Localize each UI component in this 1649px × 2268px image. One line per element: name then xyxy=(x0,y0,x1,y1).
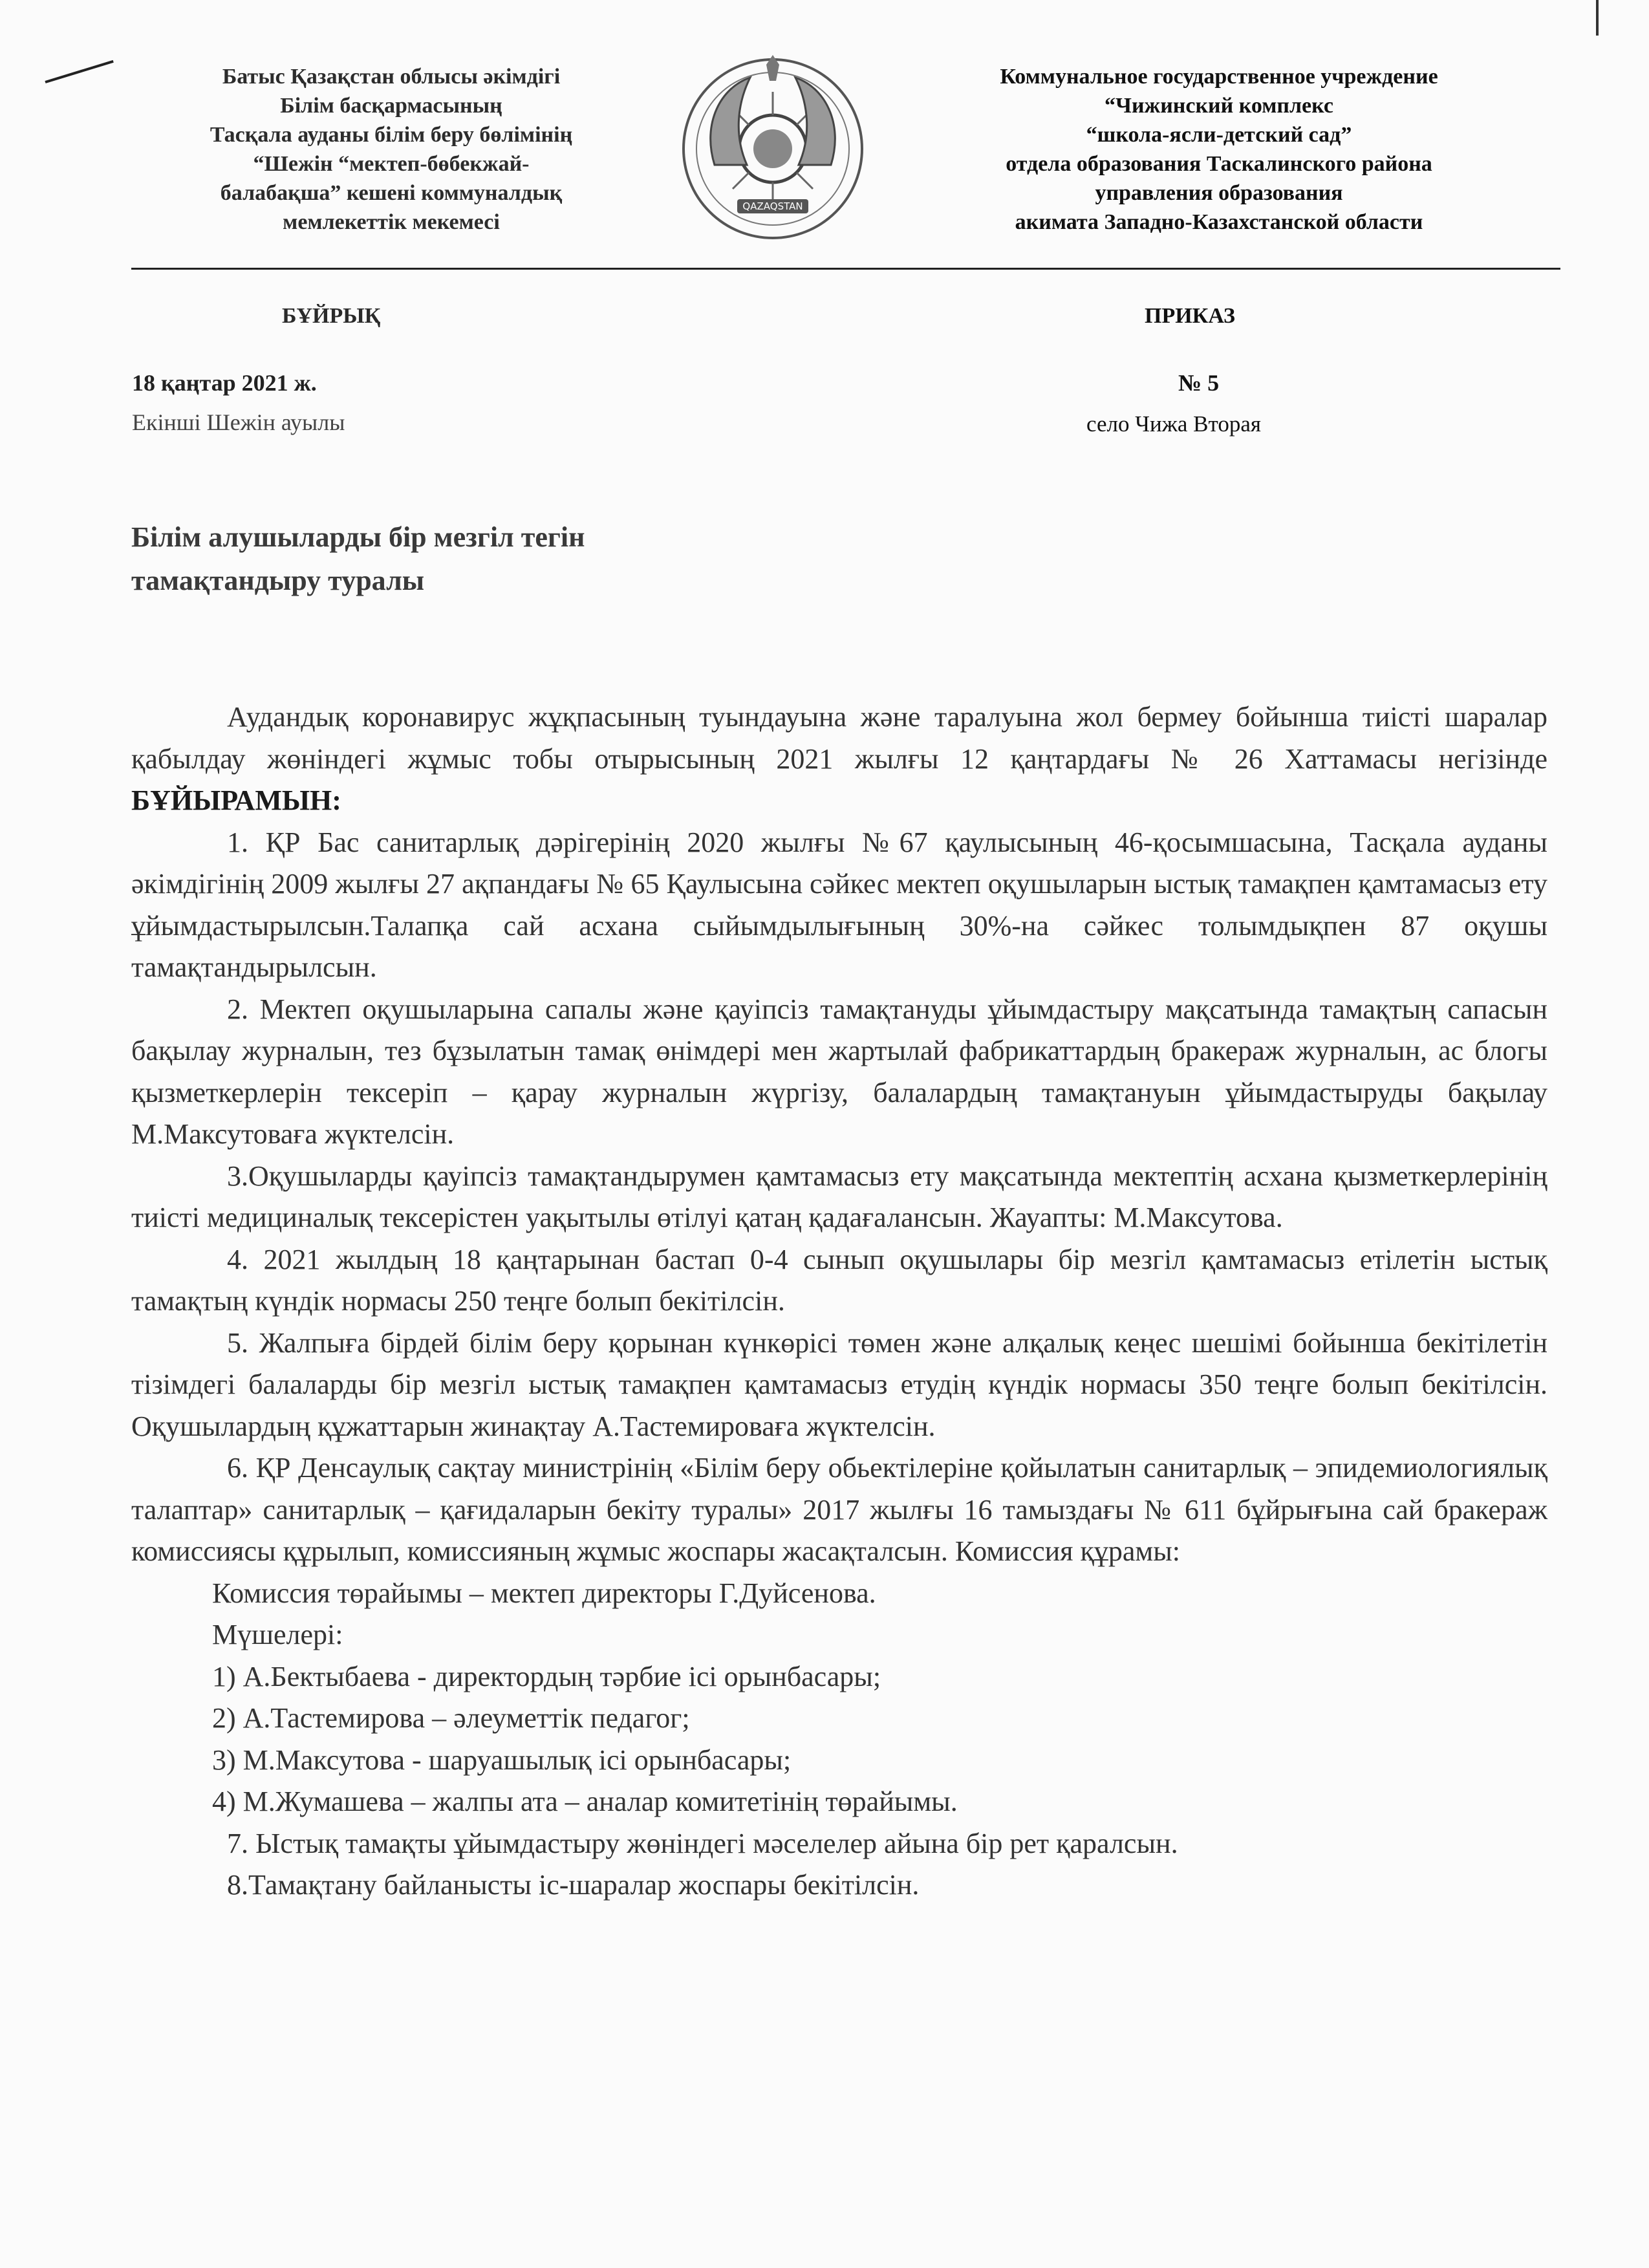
clause-1: 1. ҚР Бас санитарлық дәрігерінің 2020 жылғы №67 қаулысының 46-қосымшасына, Тасқала ауданы әкімдігінің 2009 жылғы 27 ақпандағы № 65 Қаулысына сәйкес мектеп оқушыларын ыстық тамақпен қамтамасыз ету ұйымдастырылсын.Талапқа сай асхана сыйымдылығының 30%-на сәйкес толымдықпен 87 оқушы тамақтандырылсын. xyxy=(131,826,1547,983)
clause-6: 6. ҚР Денсаулық сақтау министрінің «Білім беру обьектілеріне қойылатын санитарлық – эпидемиологиялық талаптар» санитарлық – қағидаларын бекіту туралы» 2017 жылғы 16 тамыздағы № 611 бұйрығына сай бракераж комиссиясы құрылып, комиссияның жұмыс жоспары жасақталсын. Комиссия құрамы: xyxy=(131,1452,1547,1567)
commission-list xyxy=(131,1573,1547,1823)
header-ru-line: Коммунальное государственное учреждение xyxy=(1000,65,1438,89)
header-kz-line: балабақша” кешені коммуналдық xyxy=(220,181,563,205)
header-ru-line: “школа-ясли-детский сад” xyxy=(1086,123,1352,147)
emblem-inscription: QAZAQSTAN xyxy=(742,200,803,212)
commission-line: 3) М.Максутова - шаруашылық ісі орынбасары; xyxy=(212,1744,792,1776)
order-body xyxy=(131,697,1547,1906)
header-kz-line: Білім басқармасының xyxy=(280,94,502,118)
clause-3: 3.Оқушыларды қауіпсіз тамақтандырумен қамтамасыз ету мақсатында мектептің асхана қызметкерлерінің тиісті медициналық тексерістен уақытылы өтілуі қатаң қадағалансын. Жауапты: М.Максутова. xyxy=(131,1160,1547,1233)
scan-edge-mark xyxy=(1596,0,1599,36)
clause-7: 7. Ыстық тамақты ұйымдастыру жөніндегі мәселелер айына бір рет қаралсын. xyxy=(227,1827,1178,1859)
intro-text: Аудандық коронавирус жұқпасының туындауына және таралуына жол бермеу бойынша тиісті шаралар қабылдау жөніндегі жұмыс тобы отырысының 2021 жылғы 12 қаңтардағы № 26 Хаттамасы негізінде xyxy=(131,701,1547,775)
intro-paragraph xyxy=(131,697,1547,822)
header-kz-line: мемлекеттік мекемесі xyxy=(283,210,500,234)
clause-5: 5. Жалпыға бірдей білім беру қорынан күнкөрісі төмен және алқалық кеңес шешімі бойынша бекітілетін тізімдегі балаларды бір мезгіл ыстық тамақпен қамтамасыз етудің күндік нормасы 350 теңге болып бекітілсін. Оқушылардың құжаттарын жинақтау А.Тастемироваға жүктелсін. xyxy=(131,1326,1547,1442)
order-date: 18 қаңтар 2021 ж. xyxy=(132,370,317,396)
header-kz-line: Тасқала ауданы білім беру бөлімінің xyxy=(210,123,573,147)
header-ru-line: управления образования xyxy=(1095,181,1343,205)
scan-pen-mark xyxy=(45,60,113,83)
doc-type-kazakh: БҰЙРЫҚ xyxy=(282,304,381,328)
commission-line: Мүшелері: xyxy=(212,1619,343,1650)
commission-line: 4) М.Жумашева – жалпы ата – аналар комитетінің төрайымы. xyxy=(212,1786,958,1817)
subject-line: тамақтандыру туралы xyxy=(131,565,425,596)
header-divider xyxy=(131,268,1560,270)
doc-type-russian: ПРИКАЗ xyxy=(1145,304,1235,328)
commission-line: 2) А.Тастемирова – әлеуметтік педагог; xyxy=(212,1702,690,1734)
subject-line: Білім алушыларды бір мезгіл тегін xyxy=(131,521,585,553)
clause-2: 2. Мектеп оқушыларына сапалы және қауіпсіз тамақтануды ұйымдастыру мақсатында тамақтың сапасын бақылау журналын, тез бұзылатын тамақ өнімдері мен жартылай фабрикаттардың бракераж журналын, ас блогы қызметкерлерін тексеріп – қарау журналын жүргізу, балалардың тамақтануын ұйымдастыруды бақылау М.Максутоваға жүктелсін. xyxy=(131,993,1547,1150)
clause-4: 4. 2021 жылдың 18 қаңтарынан бастап 0-4 сынып оқушылары бір мезгіл қамтамасыз етілетін ыстық тамақтың күндік нормасы 250 теңге болып бекітілсін. xyxy=(131,1243,1547,1317)
header-kazakh xyxy=(129,62,653,237)
order-number: № 5 xyxy=(1178,370,1220,396)
clause-8: 8.Тамақтану байланысты іс-шаралар жоспары бекітілсін. xyxy=(227,1869,920,1901)
order-subject xyxy=(131,515,585,602)
commission-line: Комиссия төрайымы – мектеп директоры Г.Дуйсенова. xyxy=(212,1577,876,1609)
header-ru-line: отдела образования Таскалинского района xyxy=(1006,152,1432,176)
place-russian: село Чижа Вторая xyxy=(1086,411,1261,437)
commission-line: 1) А.Бектыбаева - директордың тәрбие ісі орынбасары; xyxy=(212,1660,881,1692)
header-ru-line: “Чижинский комплекс xyxy=(1105,94,1333,118)
header-ru-line: акимата Западно-Казахстанской области xyxy=(1015,210,1423,234)
order-keyword: БҰЙЫРАМЫН: xyxy=(131,784,341,816)
header-russian xyxy=(892,62,1546,237)
header-kz-line: “Шежін “мектеп-бөбекжай- xyxy=(253,152,530,176)
place-kazakh: Екінші Шежін ауылы xyxy=(132,409,345,435)
state-emblem-icon xyxy=(676,52,870,246)
header-kz-line: Батыс Қазақстан облысы әкімдігі xyxy=(222,65,561,89)
